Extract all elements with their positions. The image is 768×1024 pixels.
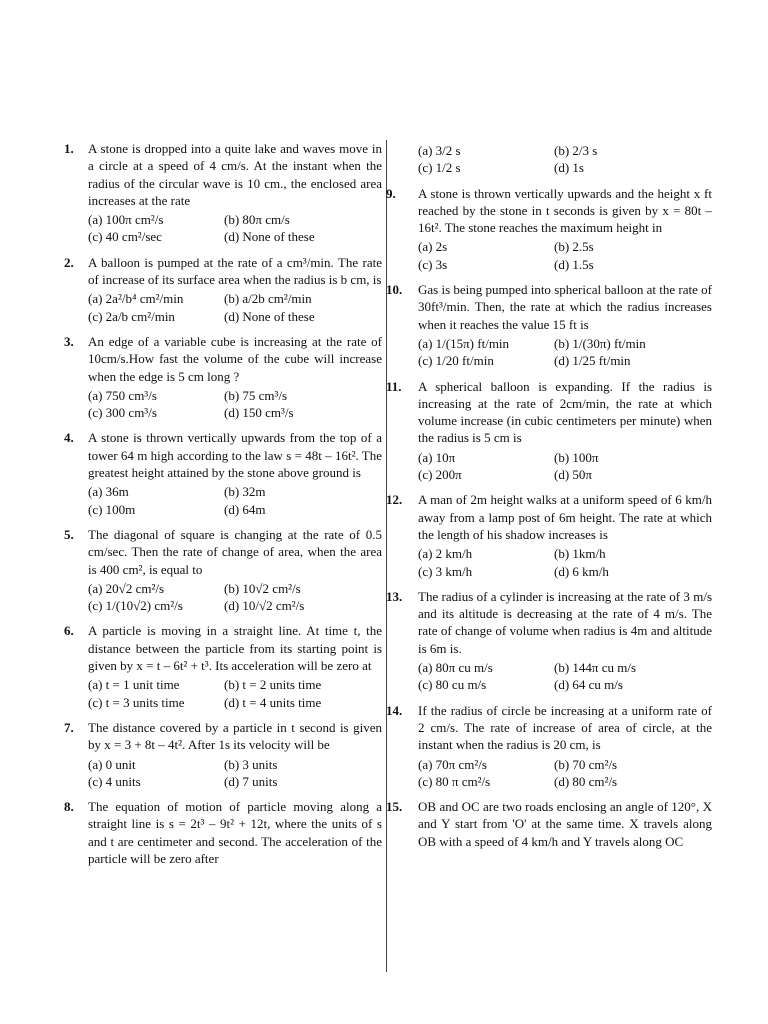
question-9 — [386, 185, 712, 273]
question-stem: An edge of a variable cube is increasing at the rate of 10cm/s.How fast the volume of the cube will increase when the edge is 5 cm long ? — [88, 333, 382, 384]
question-5 — [64, 526, 382, 614]
option-c[interactable]: (c) t = 3 units time — [88, 694, 185, 710]
question-number: 3. — [64, 333, 74, 349]
option-b[interactable]: (b) 10√2 cm²/s — [224, 580, 301, 596]
question-14 — [386, 702, 712, 790]
option-c[interactable]: (c) 3s — [418, 256, 448, 272]
option-d[interactable]: (d) 1/25 ft/min — [554, 353, 631, 369]
option-d[interactable]: (d) 6 km/h — [554, 563, 609, 579]
options — [88, 580, 382, 615]
options — [418, 238, 712, 273]
option-c[interactable]: (c) 1/2 s — [418, 160, 461, 176]
question-3 — [64, 333, 382, 421]
question-number: 6. — [64, 623, 74, 639]
question-1 — [64, 140, 382, 246]
question-stem: The diagonal of square is changing at the rate of 0.5 cm/sec. Then the rate of change of area, when the area is 400 cm², is equal to — [88, 526, 382, 577]
options — [88, 211, 382, 246]
option-b[interactable]: (b) 2.5s — [554, 239, 594, 255]
option-d[interactable]: (d) 80 cm²/s — [554, 773, 618, 789]
option-b[interactable]: (b) 1km/h — [554, 546, 606, 562]
question-number: 1. — [64, 141, 74, 156]
option-d[interactable]: (d) 10/√2 cm²/s — [224, 598, 305, 614]
options — [418, 449, 712, 484]
question-2 — [64, 254, 382, 325]
option-d[interactable]: (d) 1.5s — [554, 256, 594, 272]
option-c[interactable]: (c) 80 π cm²/s — [418, 773, 491, 789]
options — [88, 290, 382, 325]
option-b[interactable]: (b) 75 cm³/s — [224, 387, 288, 403]
option-d[interactable]: (d) None of these — [224, 308, 315, 324]
option-b[interactable]: (b) 80π cm/s — [224, 212, 290, 228]
question-12 — [386, 491, 712, 579]
option-a[interactable]: (a) 1/(15π) ft/min — [418, 335, 510, 351]
options — [88, 756, 382, 791]
option-b[interactable]: (b) t = 2 units time — [224, 677, 322, 693]
question-stem: The distance covered by a particle in t second is given by x = 3 + 8t – 4t². After 1s its velocity will be — [88, 719, 382, 753]
option-b[interactable]: (b) a/2b cm²/min — [224, 291, 312, 307]
question-10 — [386, 281, 712, 369]
option-a[interactable]: (a) 10π — [418, 449, 456, 465]
question-number: 8. — [64, 799, 74, 815]
option-a[interactable]: (a) 2s — [418, 239, 448, 255]
option-d[interactable]: (d) 64 cu m/s — [554, 677, 623, 693]
option-d[interactable]: (d) 64m — [224, 501, 266, 517]
option-d[interactable]: (d) 150 cm³/s — [224, 405, 294, 421]
option-a[interactable]: (a) 36m — [88, 484, 129, 500]
option-a[interactable]: (a) 100π cm²/s — [88, 212, 164, 228]
question-number: 4. — [64, 430, 74, 446]
question-number: 14. — [386, 702, 403, 718]
option-a[interactable]: (a) 70π cm²/s — [418, 756, 487, 772]
option-c[interactable]: (c) 4 units — [88, 773, 141, 789]
question-number: 2. — [64, 254, 74, 270]
option-b[interactable]: (b) 3 units — [224, 756, 278, 772]
column-divider — [386, 140, 387, 972]
option-a[interactable]: (a) 0 unit — [88, 756, 136, 772]
question-stem: A stone is thrown vertically upwards from the top of a tower 64 m high according to the law s = 48t – 16t². The greatest height attained by the stone above ground is — [88, 430, 382, 481]
question-number: 9. — [386, 185, 396, 201]
option-a[interactable]: (a) 80π cu m/s — [418, 660, 493, 676]
option-b[interactable]: (b) 32m — [224, 484, 266, 500]
option-c[interactable]: (c) 80 cu m/s — [418, 677, 487, 693]
option-a[interactable]: (a) 2 km/h — [418, 546, 473, 562]
question-8 — [64, 798, 382, 867]
question-stem: A man of 2m height walks at a uniform speed of 6 km/h away from a lamp post of 6m height. The rate at which the length of his shadow increases is — [418, 492, 712, 542]
question-13 — [386, 588, 712, 694]
question-stem: If the radius of circle be increasing at a uniform rate of 2 cm/s. The rate of increase of area of circle, at the instant when the radius is 20 cm, is — [418, 702, 712, 753]
option-c[interactable]: (c) 100m — [88, 501, 136, 517]
question-stem: A stone is dropped into a quite lake and waves move in a circle at a speed of 4 cm/s. At the instant when the radius of the circular wave is 10 cm., the enclosed area increases at the rate — [88, 141, 382, 208]
options — [418, 335, 712, 370]
question-7 — [64, 719, 382, 790]
question-number: 11. — [386, 378, 402, 394]
question-stem: OB and OC are two roads enclosing an angle of 120°, X and Y start from 'O' at the same time. X travels along OB with a speed of 4 km/h and Y travels along OC — [418, 799, 712, 849]
options — [88, 676, 382, 711]
options — [88, 483, 382, 518]
options — [88, 387, 382, 422]
question-11 — [386, 378, 712, 484]
question-15 — [386, 798, 712, 850]
options — [418, 659, 712, 694]
question-number: 10. — [386, 282, 403, 298]
option-a[interactable]: (a) 20√2 cm²/s — [88, 580, 165, 596]
option-c[interactable]: (c) 300 cm³/s — [88, 405, 157, 421]
option-a[interactable]: (a) t = 1 unit time — [88, 677, 180, 693]
question-number: 7. — [64, 719, 74, 735]
option-c[interactable]: (c) 40 cm²/sec — [88, 229, 162, 245]
option-a[interactable]: (a) 3/2 s — [418, 143, 461, 158]
option-a[interactable]: (a) 2a²/b⁴ cm²/min — [88, 291, 184, 307]
question-6 — [64, 622, 382, 710]
option-d[interactable]: (d) t = 4 units time — [224, 694, 322, 710]
question-number: 13. — [386, 588, 403, 604]
option-d[interactable]: (d) 1s — [554, 160, 584, 176]
question-stem: A particle is moving in a straight line. At time t, the distance between the particle from its starting point is given by x = t – 6t² + t³. Its acceleration will be zero at — [88, 623, 382, 674]
option-c[interactable]: (c) 3 km/h — [418, 563, 473, 579]
option-d[interactable]: (d) None of these — [224, 229, 315, 245]
right-column — [386, 140, 712, 858]
option-b[interactable]: (b) 2/3 s — [554, 143, 598, 158]
question-stem: The equation of motion of particle moving along a straight line is s = 2t³ – 9t² + 12t, where the units of s and t are centimeter and second. The acceleration of the particle will be zero after — [88, 799, 382, 866]
question-stem: The radius of a cylinder is increasing at the rate of 3 m/s and its altitude is decreasing at the rate of 4 m/s. The rate of change of volume when radius is 4m and altitude is 6m is. — [418, 588, 712, 656]
question-stem: A stone is thrown vertically upwards and the height x ft reached by the stone in t seconds is given by x = 80t – 16t². The stone reaches the maximum height in — [418, 185, 712, 236]
option-c[interactable]: (c) 1/20 ft/min — [418, 353, 494, 369]
question-stem: Gas is being pumped into spherical balloon at the rate of 30ft³/min. Then, the rate at which the radius increases when it reaches the value 15 ft is — [418, 282, 712, 332]
option-d[interactable]: (d) 7 units — [224, 773, 278, 789]
option-a[interactable]: (a) 750 cm³/s — [88, 387, 157, 403]
option-d[interactable]: (d) 50π — [554, 467, 592, 483]
question-stem: A balloon is pumped at the rate of a cm³/min. The rate of increase of its surface area when the radius is b cm, is — [88, 254, 382, 288]
option-c[interactable]: (c) 200π — [418, 467, 462, 483]
question-stem: A spherical balloon is expanding. If the radius is increasing at the rate of 2cm/min, the rate at which volume increase (in cubic centimeters per minute) when the radius is 5 cm is — [418, 378, 712, 446]
option-b[interactable]: (b) 100π — [554, 449, 599, 465]
options — [418, 756, 712, 791]
question-number: 15. — [386, 799, 403, 815]
question-number: 5. — [64, 526, 74, 542]
options — [418, 545, 712, 580]
options — [418, 142, 712, 177]
option-b[interactable]: (b) 144π cu m/s — [554, 660, 637, 676]
option-c[interactable]: (c) 1/(10√2) cm²/s — [88, 598, 183, 614]
option-c[interactable]: (c) 2a/b cm²/min — [88, 308, 175, 324]
left-column — [64, 140, 382, 875]
question-number: 12. — [386, 492, 403, 508]
question-4 — [64, 429, 382, 517]
question-8-options — [394, 142, 712, 177]
option-b[interactable]: (b) 1/(30π) ft/min — [554, 335, 646, 351]
option-b[interactable]: (b) 70 cm²/s — [554, 756, 618, 772]
